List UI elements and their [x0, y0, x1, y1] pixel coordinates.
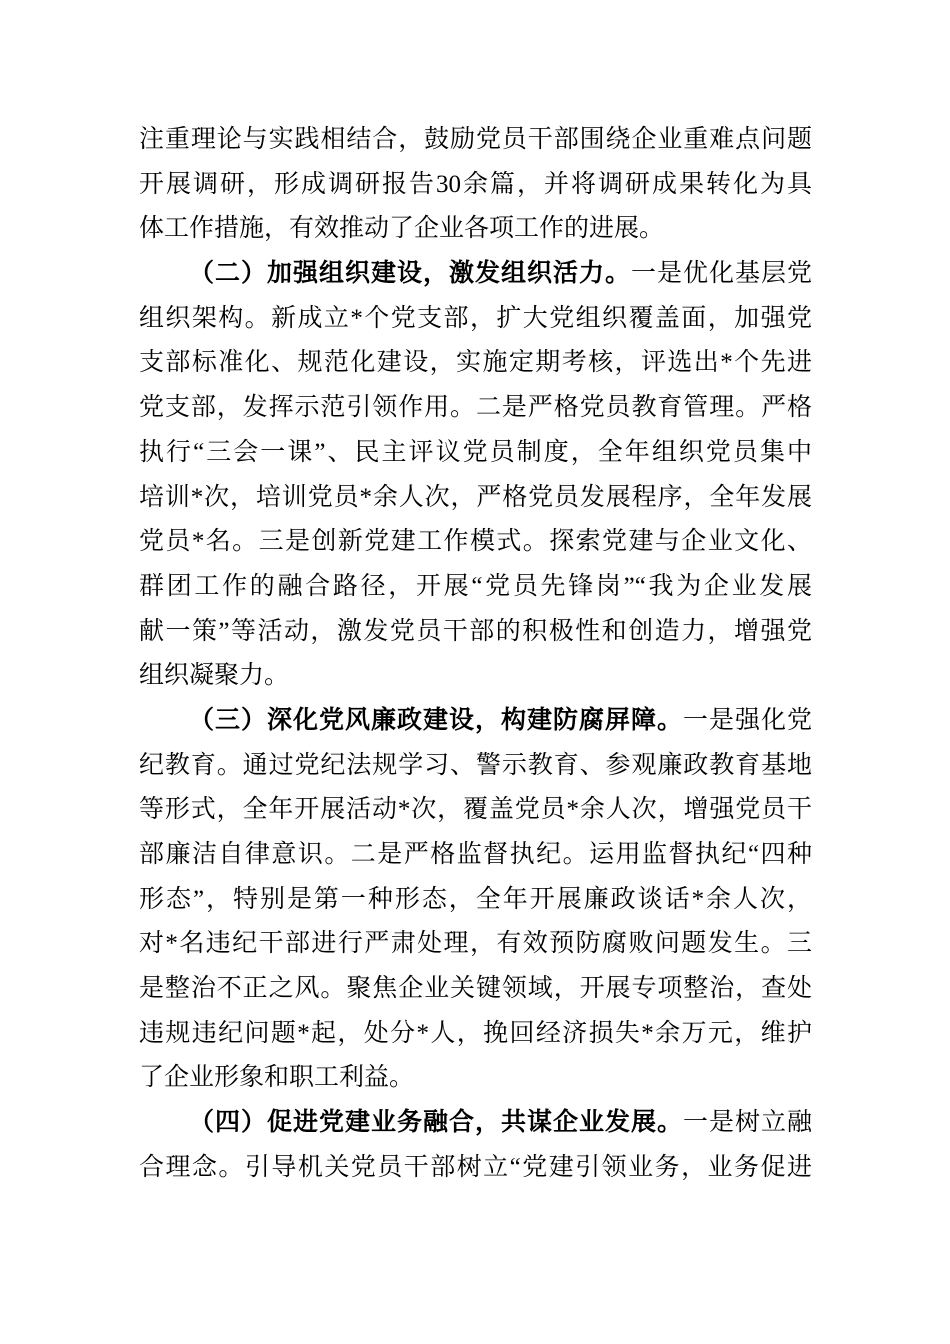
- text-line: [139, 654, 812, 699]
- body-text: 开展调研，形成调研报告30余篇，并将调研成果转化为具: [139, 170, 812, 198]
- body-text: 群团工作的融合路径，开展“党员先锋岗”“我为企业发展: [139, 572, 812, 600]
- text-line: [139, 118, 812, 163]
- body-text: 支部标准化、规范化建设，实施定期考核，评选出*个先进: [139, 349, 812, 377]
- body-text: 一是强化党: [682, 706, 812, 734]
- text-line: [139, 1146, 812, 1191]
- body-text: 培训*次，培训党员*余人次，严格党员发展程序，全年发展: [139, 483, 812, 511]
- body-text: 党员*名。三是创新党建工作模式。探索党建与企业文化、: [139, 528, 812, 556]
- text-line: [139, 922, 812, 967]
- text-line: [139, 1056, 812, 1101]
- text-line: [139, 163, 812, 208]
- text-line: [139, 833, 812, 878]
- text-line: [139, 1101, 812, 1146]
- text-line: [139, 252, 812, 297]
- section-heading: （二）加强组织建设，激发组织活力。: [189, 260, 631, 288]
- section-heading: （三）深化党风廉政建设，构建防腐屏障。: [189, 706, 683, 734]
- body-text: 部廉洁自律意识。二是严格监督执纪。运用监督执纪“四种: [139, 841, 812, 868]
- body-text: 形态”，特别是第一种形态，全年开展廉政谈话*余人次，: [139, 885, 812, 913]
- section-heading: （四）促进党建业务融合，共谋企业发展。: [189, 1109, 683, 1137]
- text-line: [139, 699, 812, 744]
- text-line: [139, 610, 812, 655]
- body-text: 党支部，发挥示范引领作用。二是严格党员教育管理。严格: [139, 394, 812, 422]
- body-text: 体工作措施，有效推动了企业各项工作的进展。: [139, 215, 665, 243]
- text-line: [139, 431, 812, 476]
- body-text: 等形式，全年开展活动*次，覆盖党员*余人次，增强党员干: [139, 796, 812, 824]
- body-text: 一是树立融: [682, 1109, 812, 1137]
- text-line: [139, 967, 812, 1012]
- body-text: 违规违纪问题*起，处分*人，挽回经济损失*余万元，维护: [139, 1019, 812, 1047]
- body-text: 了企业形象和职工利益。: [139, 1064, 415, 1092]
- body-text: 献一策”等活动，激发党员干部的积极性和创造力，增强党: [139, 617, 812, 645]
- body-text: 是整治不正之风。聚焦企业关键领域，开展专项整治，查处: [139, 975, 812, 1003]
- body-text: 纪教育。通过党纪法规学习、警示教育、参观廉政教育基地: [139, 751, 812, 779]
- body-text: 执行“三会一课”、民主评议党员制度，全年组织党员集中: [139, 438, 812, 466]
- text-line: [139, 744, 812, 789]
- text-line: [139, 341, 812, 386]
- body-text: 组织凝聚力。: [139, 662, 290, 690]
- body-text: 注重理论与实践相结合，鼓励党员干部围绕企业重难点问题: [139, 126, 812, 153]
- text-line: [139, 297, 812, 342]
- body-text: 一是优化基层党: [630, 260, 812, 288]
- body-text: 合理念。引导机关党员干部树立“党建引领业务，业务促进: [139, 1153, 812, 1181]
- text-line: [139, 207, 812, 252]
- text-line: [139, 788, 812, 833]
- body-text: 组织架构。新成立*个党支部，扩大党组织覆盖面，加强党: [139, 304, 812, 332]
- text-line: [139, 476, 812, 521]
- text-line: [139, 565, 812, 610]
- text-line: [139, 386, 812, 431]
- body-text: 对*名违纪干部进行严肃处理，有效预防腐败问题发生。三: [139, 930, 812, 958]
- text-line: [139, 878, 812, 923]
- text-line: [139, 520, 812, 565]
- text-line: [139, 1012, 812, 1057]
- document-body: [139, 118, 812, 1191]
